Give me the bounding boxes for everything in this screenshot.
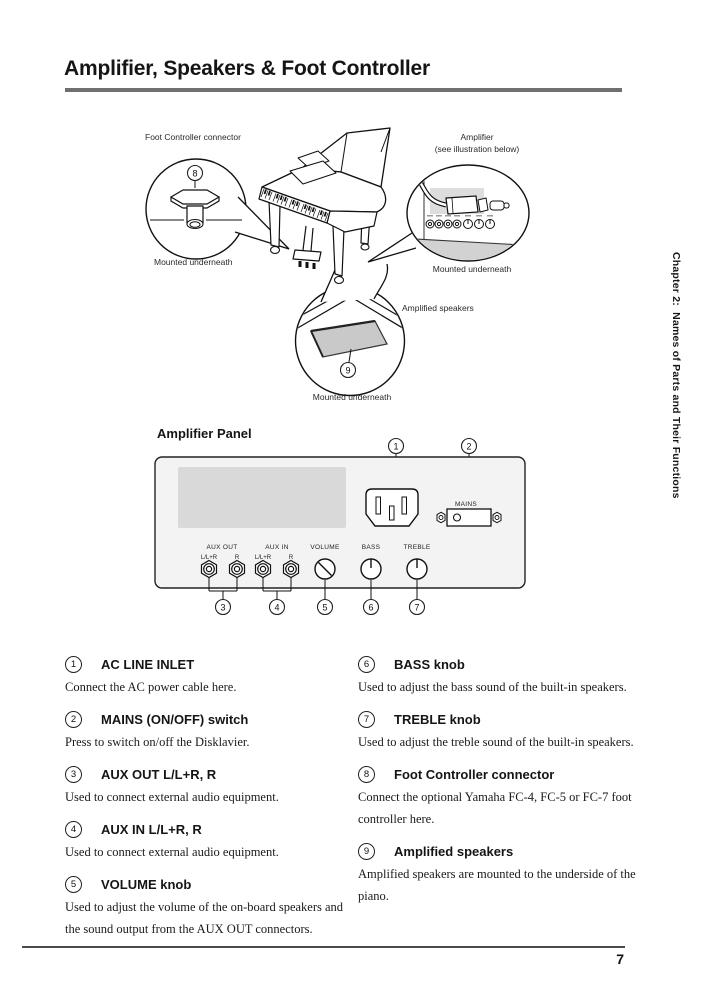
callout-1-num: 1 — [393, 441, 399, 452]
mains-label: MAINS — [454, 501, 478, 508]
item-number: 4 — [65, 821, 82, 838]
foot-controller-detail-circle — [146, 159, 289, 259]
panel-inner-recess — [178, 467, 346, 528]
page-title: Amplifier, Speakers & Foot Controller — [64, 57, 431, 80]
item-body: Used to adjust the bass sound of the built-in speakers. — [358, 680, 627, 694]
amplifier-caption: Mounted underneath — [432, 264, 512, 274]
ac-line-inlet — [366, 489, 418, 526]
aux-out-l-label: L/L+R — [200, 555, 218, 561]
volume-label: VOLUME — [310, 544, 340, 551]
speakers-label: Amplified speakers — [402, 303, 474, 313]
item-treble-knob — [358, 707, 645, 753]
item-bass-knob — [358, 652, 645, 698]
item-body: Connect the optional Yamaha FC-4, FC-5 or FC-7 foot controller here. — [358, 790, 632, 826]
right-column — [358, 652, 645, 916]
item-body: Used to connect external audio equipment. — [65, 790, 279, 804]
item-title: MAINS (ON/OFF) switch — [101, 712, 249, 727]
item-number: 8 — [358, 766, 375, 783]
callout-5-num: 5 — [322, 602, 328, 613]
item-title: Amplified speakers — [394, 844, 514, 859]
item-amplified-speakers — [358, 839, 645, 907]
item-aux-in — [65, 817, 352, 863]
callout-4 — [270, 600, 285, 615]
callout-3 — [216, 600, 231, 615]
item-title: AC LINE INLET — [101, 657, 195, 672]
item-number: 7 — [358, 711, 375, 728]
item-body: Used to connect external audio equipment. — [65, 845, 279, 859]
callout-5 — [318, 600, 333, 615]
item-title: Foot Controller connector — [394, 767, 555, 782]
item-body: Used to adjust the treble sound of the built-in speakers. — [358, 735, 634, 749]
aux-out-r-label: R — [234, 555, 240, 561]
item-title: AUX OUT L/L+R, R — [101, 767, 217, 782]
aux-in-label: AUX IN — [265, 544, 289, 551]
item-body: Amplified speakers are mounted to the underside of the piano. — [358, 867, 636, 903]
item-aux-out — [65, 762, 352, 808]
callout-7-num: 7 — [414, 602, 420, 613]
treble-knob — [407, 559, 427, 579]
item-number: 6 — [358, 656, 375, 673]
aux-in-l-jack — [256, 561, 271, 578]
item-number: 3 — [65, 766, 82, 783]
item-ac-line-inlet — [65, 652, 352, 698]
callout-9-num: 9 — [345, 365, 351, 376]
volume-knob — [315, 559, 335, 579]
callout-4-num: 4 — [274, 602, 280, 613]
callout-6-num: 6 — [368, 602, 374, 613]
item-title: TREBLE knob — [394, 712, 481, 727]
speakers-detail-circle — [293, 247, 409, 396]
item-foot-controller — [358, 762, 645, 830]
item-number: 2 — [65, 711, 82, 728]
callout-3-num: 3 — [220, 602, 226, 613]
foot-controller-label: Foot Controller connector — [145, 132, 241, 142]
aux-in-r-jack — [284, 561, 299, 578]
item-number: 5 — [65, 876, 82, 893]
amplifier-label-line1: Amplifier — [460, 132, 494, 142]
amplifier-panel-drawing — [0, 435, 707, 620]
chapter-tab: Chapter 2: Names of Parts and Their Functions — [670, 252, 682, 499]
item-title: VOLUME knob — [101, 877, 192, 892]
aux-in-r-label: R — [288, 555, 294, 561]
panel-heading: Amplifier Panel — [157, 426, 252, 441]
item-title: BASS knob — [394, 657, 465, 672]
aux-out-l-jack — [202, 561, 217, 578]
amplifier-detail-circle — [368, 165, 540, 266]
page-number: 7 — [616, 951, 624, 967]
piano-overview-diagram — [0, 125, 707, 417]
aux-out-r-jack — [230, 561, 245, 578]
bass-knob — [361, 559, 381, 579]
speakers-caption: Mounted underneath — [312, 392, 392, 402]
item-body: Connect the AC power cable here. — [65, 680, 237, 694]
item-body: Press to switch on/off the Disklavier. — [65, 735, 250, 749]
aux-out-label: AUX OUT — [206, 544, 238, 551]
aux-in-l-label: L/L+R — [254, 555, 272, 561]
amplifier-label-line2: (see illustration below) — [434, 144, 520, 154]
callout-7 — [410, 600, 425, 615]
left-column — [65, 652, 352, 949]
item-volume-knob — [65, 872, 352, 940]
power-plug — [446, 196, 478, 214]
item-number: 9 — [358, 843, 375, 860]
treble-label: TREBLE — [403, 544, 431, 551]
item-title: AUX IN L/L+R, R — [101, 822, 202, 837]
footer-rule — [22, 946, 625, 948]
callout-2-num: 2 — [466, 441, 472, 452]
title-rule — [65, 88, 622, 92]
item-body: Used to adjust the volume of the on-board speakers and the sound output from the AUX OUT connectors. — [65, 900, 344, 936]
callout-8-num: 8 — [192, 168, 198, 179]
callout-6 — [364, 600, 379, 615]
item-mains-switch — [65, 707, 352, 753]
foot-controller-caption: Mounted underneath — [154, 257, 233, 267]
item-number: 1 — [65, 656, 82, 673]
bass-label: BASS — [361, 544, 381, 551]
